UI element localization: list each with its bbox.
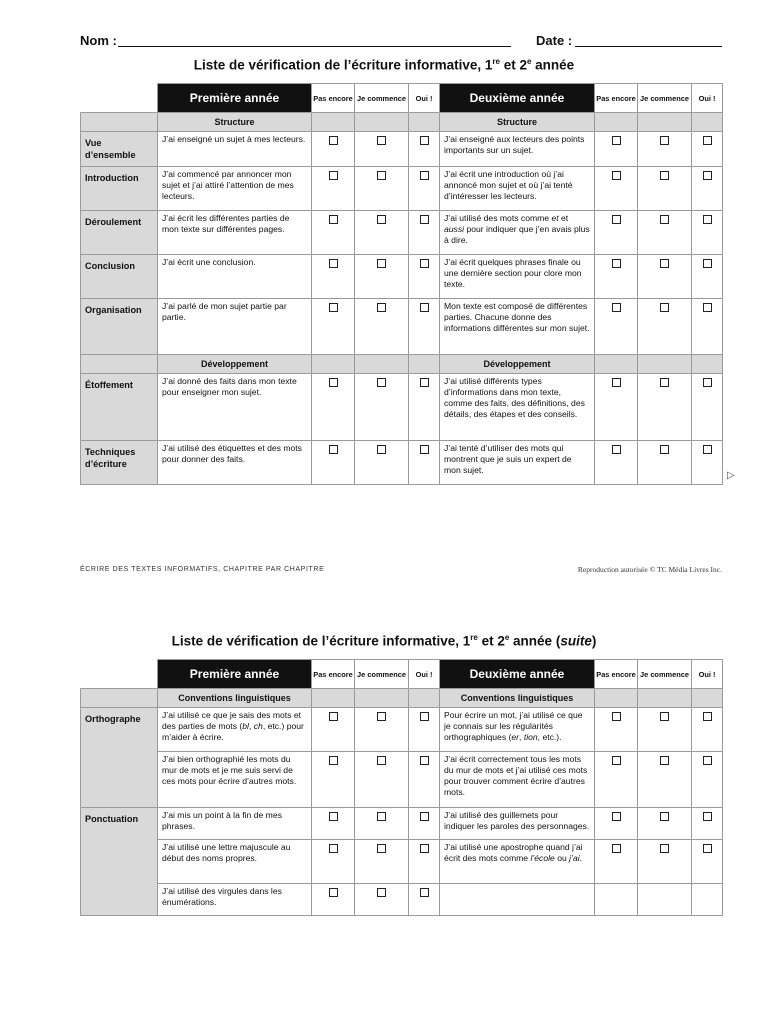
checkbox[interactable] [612,445,621,454]
checkbox[interactable] [612,756,621,765]
checkbox[interactable] [703,136,712,145]
page-title: Liste de vérification de l’écriture informative, 1re et 2e année [193,57,575,73]
checklist-table-page1 [80,83,723,485]
col-pas-encore: Pas encore [312,660,355,689]
checkbox[interactable] [329,888,338,897]
page-title-suite: Liste de vérification de l’écriture informative, 1re et 2e année (suite) [171,633,597,649]
col-pas-encore: Pas encore [312,84,355,113]
checkbox[interactable] [420,259,429,268]
category-label: Orthographe [81,708,158,808]
checkbox[interactable] [660,171,669,180]
date-label: Date : [536,33,573,48]
table-row [81,884,723,916]
section-structure: Structure [440,113,595,132]
checkbox[interactable] [612,215,621,224]
section-structure: Structure [158,113,312,132]
checkbox[interactable] [377,712,386,721]
checkbox[interactable] [377,888,386,897]
criterion-text: J’ai utilisé ce que je sais des mots et des parties de mots (bl, ch, etc.) pour m’aider à écrire. [158,708,312,752]
checkbox[interactable] [612,812,621,821]
category-label: Déroulement [81,211,158,255]
checkbox[interactable] [703,445,712,454]
checkbox[interactable] [420,888,429,897]
criterion-text: J’ai mis un point à la fin de mes phrases. [158,808,312,840]
checkbox[interactable] [703,171,712,180]
checkbox[interactable] [377,259,386,268]
checkbox[interactable] [329,171,338,180]
table-row [81,752,723,808]
col-pas-encore: Pas encore [595,84,638,113]
checkbox[interactable] [612,844,621,853]
checkbox[interactable] [420,812,429,821]
section-developpement: Développement [440,355,595,374]
criterion-text: J’ai enseigné aux lecteurs des points importants sur un sujet. [440,132,595,167]
criterion-text: J’ai utilisé différents types d’informations dans mon texte, comme des faits, des définitions, des détails, des étapes et des conseils. [440,374,595,441]
checkbox[interactable] [660,445,669,454]
criterion-text: J’ai tenté d’utiliser des mots qui montrent que je suis un expert de mon sujet. [440,441,595,485]
checkbox[interactable] [660,712,669,721]
table-row [81,211,723,255]
checkbox[interactable] [329,712,338,721]
checkbox[interactable] [612,136,621,145]
criterion-text: J’ai utilisé des étiquettes et des mots pour donner des faits. [158,441,312,485]
col-oui: Oui ! [692,84,723,113]
section-conventions: Conventions linguistiques [158,689,312,708]
col-pas-encore: Pas encore [595,660,638,689]
checkbox[interactable] [660,136,669,145]
checkbox[interactable] [703,259,712,268]
criterion-text: J’ai utilisé des guillemets pour indiquer les paroles des personnages. [440,808,595,840]
checkbox[interactable] [377,812,386,821]
checkbox[interactable] [377,378,386,387]
criterion-text: J’ai écrit une introduction où j’ai annoncé mon sujet et où j’ai tenté d’intéresser les lecteurs. [440,167,595,211]
checkbox[interactable] [420,445,429,454]
checkbox[interactable] [329,259,338,268]
criterion-text: J’ai donné des faits dans mon texte pour enseigner mon sujet. [158,374,312,441]
checkbox[interactable] [703,215,712,224]
checkbox[interactable] [660,215,669,224]
checkbox[interactable] [329,303,338,312]
checkbox[interactable] [703,812,712,821]
checkbox[interactable] [377,171,386,180]
checkbox[interactable] [329,136,338,145]
col-je-commence: Je commence [638,84,692,113]
checkbox[interactable] [660,756,669,765]
criterion-text: J’ai utilisé des virgules dans les énumérations. [158,884,312,916]
criterion-text: Mon texte est composé de différentes parties. Chacune donne des informations différentes sur mon sujet. [440,299,595,355]
checkbox[interactable] [420,303,429,312]
checkbox[interactable] [612,378,621,387]
table-row [81,132,723,167]
category-label: Ponctuation [81,808,158,916]
checkbox[interactable] [329,215,338,224]
category-label: Techniques d’écriture [81,441,158,485]
checkbox[interactable] [420,136,429,145]
col-oui: Oui ! [692,660,723,689]
category-label: Introduction [81,167,158,211]
checkbox[interactable] [377,756,386,765]
checkbox[interactable] [329,445,338,454]
table-row [81,441,723,485]
category-label: Étoffement [81,374,158,441]
checkbox[interactable] [420,844,429,853]
checkbox[interactable] [377,445,386,454]
category-label: Organisation [81,299,158,355]
category-label: Vue d’ensemble [81,132,158,167]
name-label: Nom : [80,33,117,48]
year1-header: Première année [158,84,312,113]
checkbox[interactable] [703,378,712,387]
checkbox[interactable] [703,756,712,765]
checkbox[interactable] [420,756,429,765]
checkbox[interactable] [612,259,621,268]
year2-header: Deuxième année [440,660,595,689]
table-row [81,299,723,355]
checkbox[interactable] [612,303,621,312]
table-row [81,808,723,840]
checkbox[interactable] [703,712,712,721]
checkbox[interactable] [377,136,386,145]
col-je-commence: Je commence [638,660,692,689]
section-conventions: Conventions linguistiques [440,689,595,708]
date-line[interactable] [575,46,722,47]
checkbox[interactable] [660,378,669,387]
criterion-text: J’ai commencé par annoncer mon sujet et j’ai attiré l’attention de mes lecteurs. [158,167,312,211]
checkbox[interactable] [612,712,621,721]
checkbox[interactable] [660,844,669,853]
next-page-arrow-icon: ▷ [727,470,735,481]
criterion-text: J’ai utilisé des mots comme et et aussi pour indiquer que j’en avais plus à dire. [440,211,595,255]
checkbox[interactable] [329,844,338,853]
name-line[interactable] [118,46,511,47]
footer-copyright: Reproduction autorisée © TC Média Livres Inc. [577,565,722,574]
criterion-text: J’ai écrit les différentes parties de mon texte sur différentes pages. [158,211,312,255]
table-row [81,708,723,752]
category-label: Conclusion [81,255,158,299]
year2-header: Deuxième année [440,84,595,113]
checkbox[interactable] [329,812,338,821]
checkbox[interactable] [377,303,386,312]
footer-book-title: ÉCRIRE DES TEXTES INFORMATIFS, CHAPITRE PAR CHAPITRE [80,566,325,573]
checkbox[interactable] [612,171,621,180]
section-developpement: Développement [158,355,312,374]
checkbox[interactable] [377,215,386,224]
checkbox[interactable] [703,303,712,312]
checkbox[interactable] [660,812,669,821]
criterion-text: J’ai parlé de mon sujet partie par partie. [158,299,312,355]
table-row [81,840,723,884]
table-row [81,374,723,441]
col-oui: Oui ! [409,660,440,689]
checkbox[interactable] [329,378,338,387]
checkbox[interactable] [660,259,669,268]
criterion-text: J’ai écrit quelques phrases finale ou une dernière section pour clore mon texte. [440,255,595,299]
col-je-commence: Je commence [355,660,409,689]
name-date-header [80,33,722,49]
checkbox[interactable] [329,756,338,765]
criterion-text: J’ai enseigné un sujet à mes lecteurs. [158,132,312,167]
criterion-text: Pour écrire un mot, j’ai utilisé ce que je connais sur les régularités orthographiques (er, tion, etc.). [440,708,595,752]
criterion-text: J’ai utilisé une apostrophe quand j’ai écrit des mots comme l’école ou j’ai. [440,840,595,884]
col-je-commence: Je commence [355,84,409,113]
checkbox[interactable] [660,303,669,312]
checkbox[interactable] [420,171,429,180]
criterion-text: J’ai utilisé une lettre majuscule au début des noms propres. [158,840,312,884]
criterion-text: J’ai écrit correctement tous les mots du mur de mots et j’ai utilisé ces mots pour trouver comment écrire d’autres mots. [440,752,595,808]
checkbox[interactable] [703,844,712,853]
col-oui: Oui ! [409,84,440,113]
checkbox[interactable] [420,215,429,224]
checkbox[interactable] [377,844,386,853]
checkbox[interactable] [420,712,429,721]
checkbox[interactable] [420,378,429,387]
checklist-table-page2 [80,659,723,916]
criterion-text: J’ai écrit une conclusion. [158,255,312,299]
year1-header: Première année [158,660,312,689]
table-row [81,167,723,211]
table-row [81,255,723,299]
criterion-text: J’ai bien orthographié les mots du mur de mots et je me suis servi de ces mots pour écrire d’autres mots. [158,752,312,808]
